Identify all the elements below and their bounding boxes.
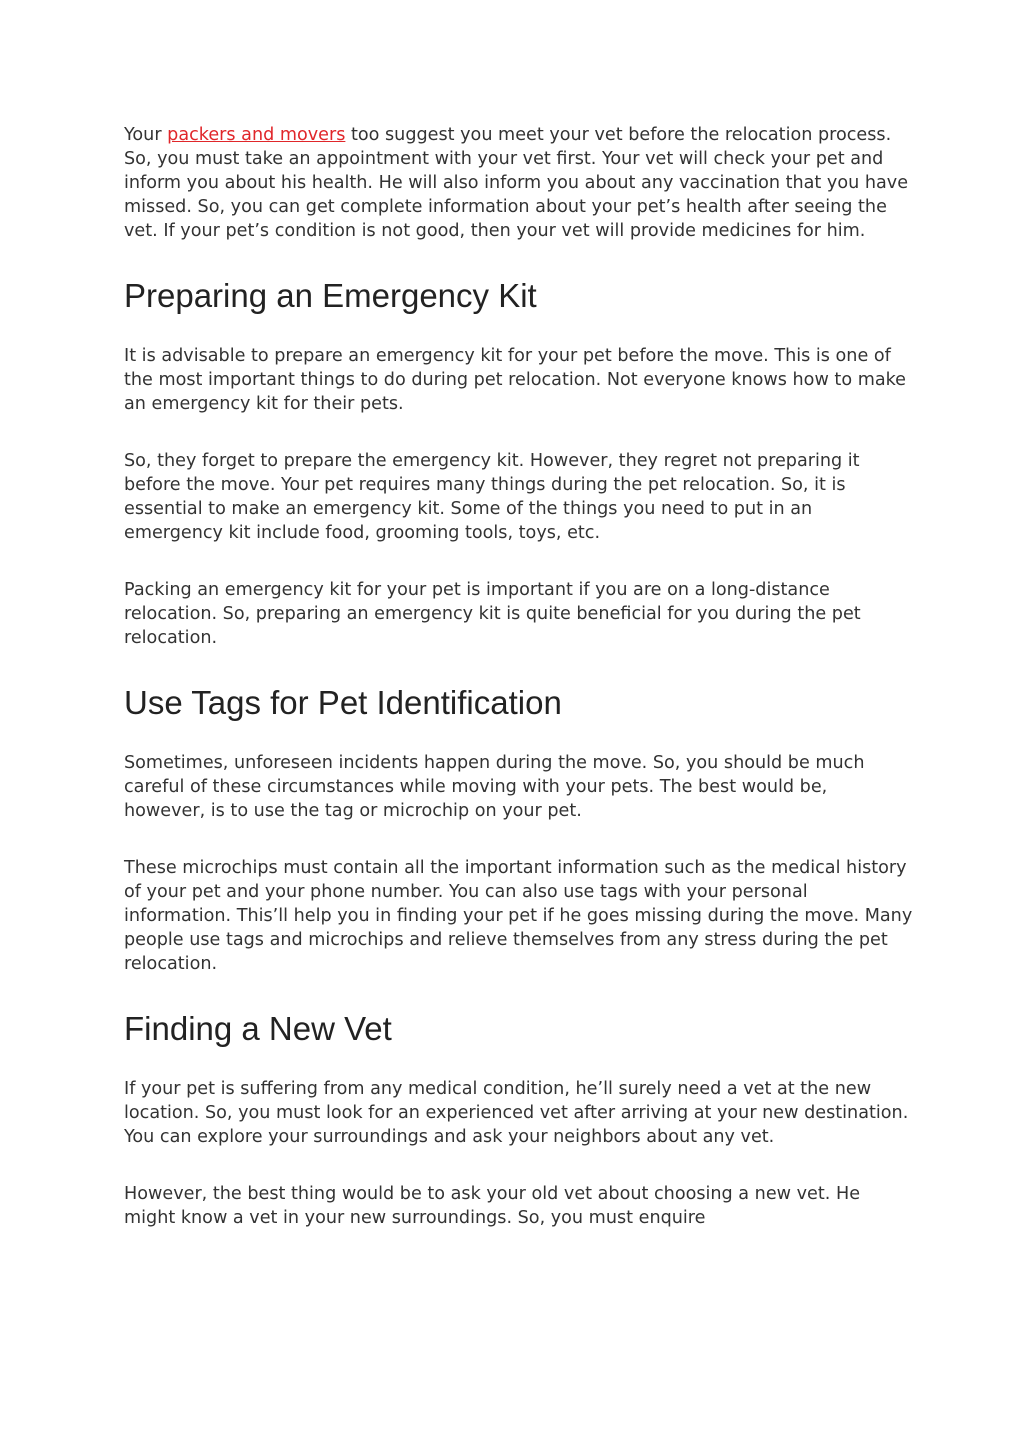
emergency-kit-paragraph-1: It is advisable to prepare an emergency kit for your pet before the move. This is one of the most important things to do during pet relocation. Not everyone knows how to make an emergency kit for their pets.	[124, 346, 906, 414]
emergency-kit-paragraph-3: Packing an emergency kit for your pet is important if you are on a long-distance relocation. So, preparing an emergency kit is quite beneficial for you during the pet relocation.	[124, 580, 861, 648]
pet-identification-paragraph-1: Sometimes, unforeseen incidents happen during the move. So, you should be much careful of these circumstances while moving with your pets. The best would be, however, is to use the tag or microchip on your pet.	[124, 753, 865, 821]
new-vet-paragraph-2: However, the best thing would be to ask your old vet about choosing a new vet. He might know a vet in your new surroundings. So, you must enquire	[124, 1184, 861, 1228]
intro-paragraph	[124, 123, 914, 243]
heading-pet-identification: Use Tags for Pet Identification	[124, 684, 562, 721]
heading-emergency-kit: Preparing an Emergency Kit	[124, 277, 537, 314]
intro-text-before: Your	[124, 125, 168, 145]
emergency-kit-paragraph-2: So, they forget to prepare the emergency kit. However, they regret not preparing it before the move. Your pet requires many things during the pet relocation. So, it is essential to make an emergency kit. Some of the things you need to put in an emergency kit include food, grooming tools, toys, etc.	[124, 451, 860, 543]
pet-identification-paragraph-2: These microchips must contain all the important information such as the medical history of your pet and your phone number. You can also use tags with your personal information. This’ll help you in finding your pet if he goes missing during the move. Many people use tags and microchips and relieve themselves from any stress during the pet relocation.	[124, 858, 913, 974]
intro-text-after: too suggest you meet your vet before the relocation process. So, you must take an appointment with your vet first. Your vet will check your pet and inform you about his health. He will also inform you about any vaccination that you have missed. So, you can get complete information about your pet’s health after seeing the vet. If your pet’s condition is not good, then your vet will provide medicines for him.	[124, 125, 909, 241]
heading-new-vet: Finding a New Vet	[124, 1010, 392, 1047]
packers-and-movers-link[interactable]: packers and movers	[167, 125, 346, 145]
new-vet-paragraph-1: If your pet is suffering from any medical condition, he’ll surely need a vet at the new location. So, you must look for an experienced vet after arriving at your new destination. You can explore your surroundings and ask your neighbors about any vet.	[124, 1079, 909, 1147]
document-body	[124, 123, 914, 1263]
